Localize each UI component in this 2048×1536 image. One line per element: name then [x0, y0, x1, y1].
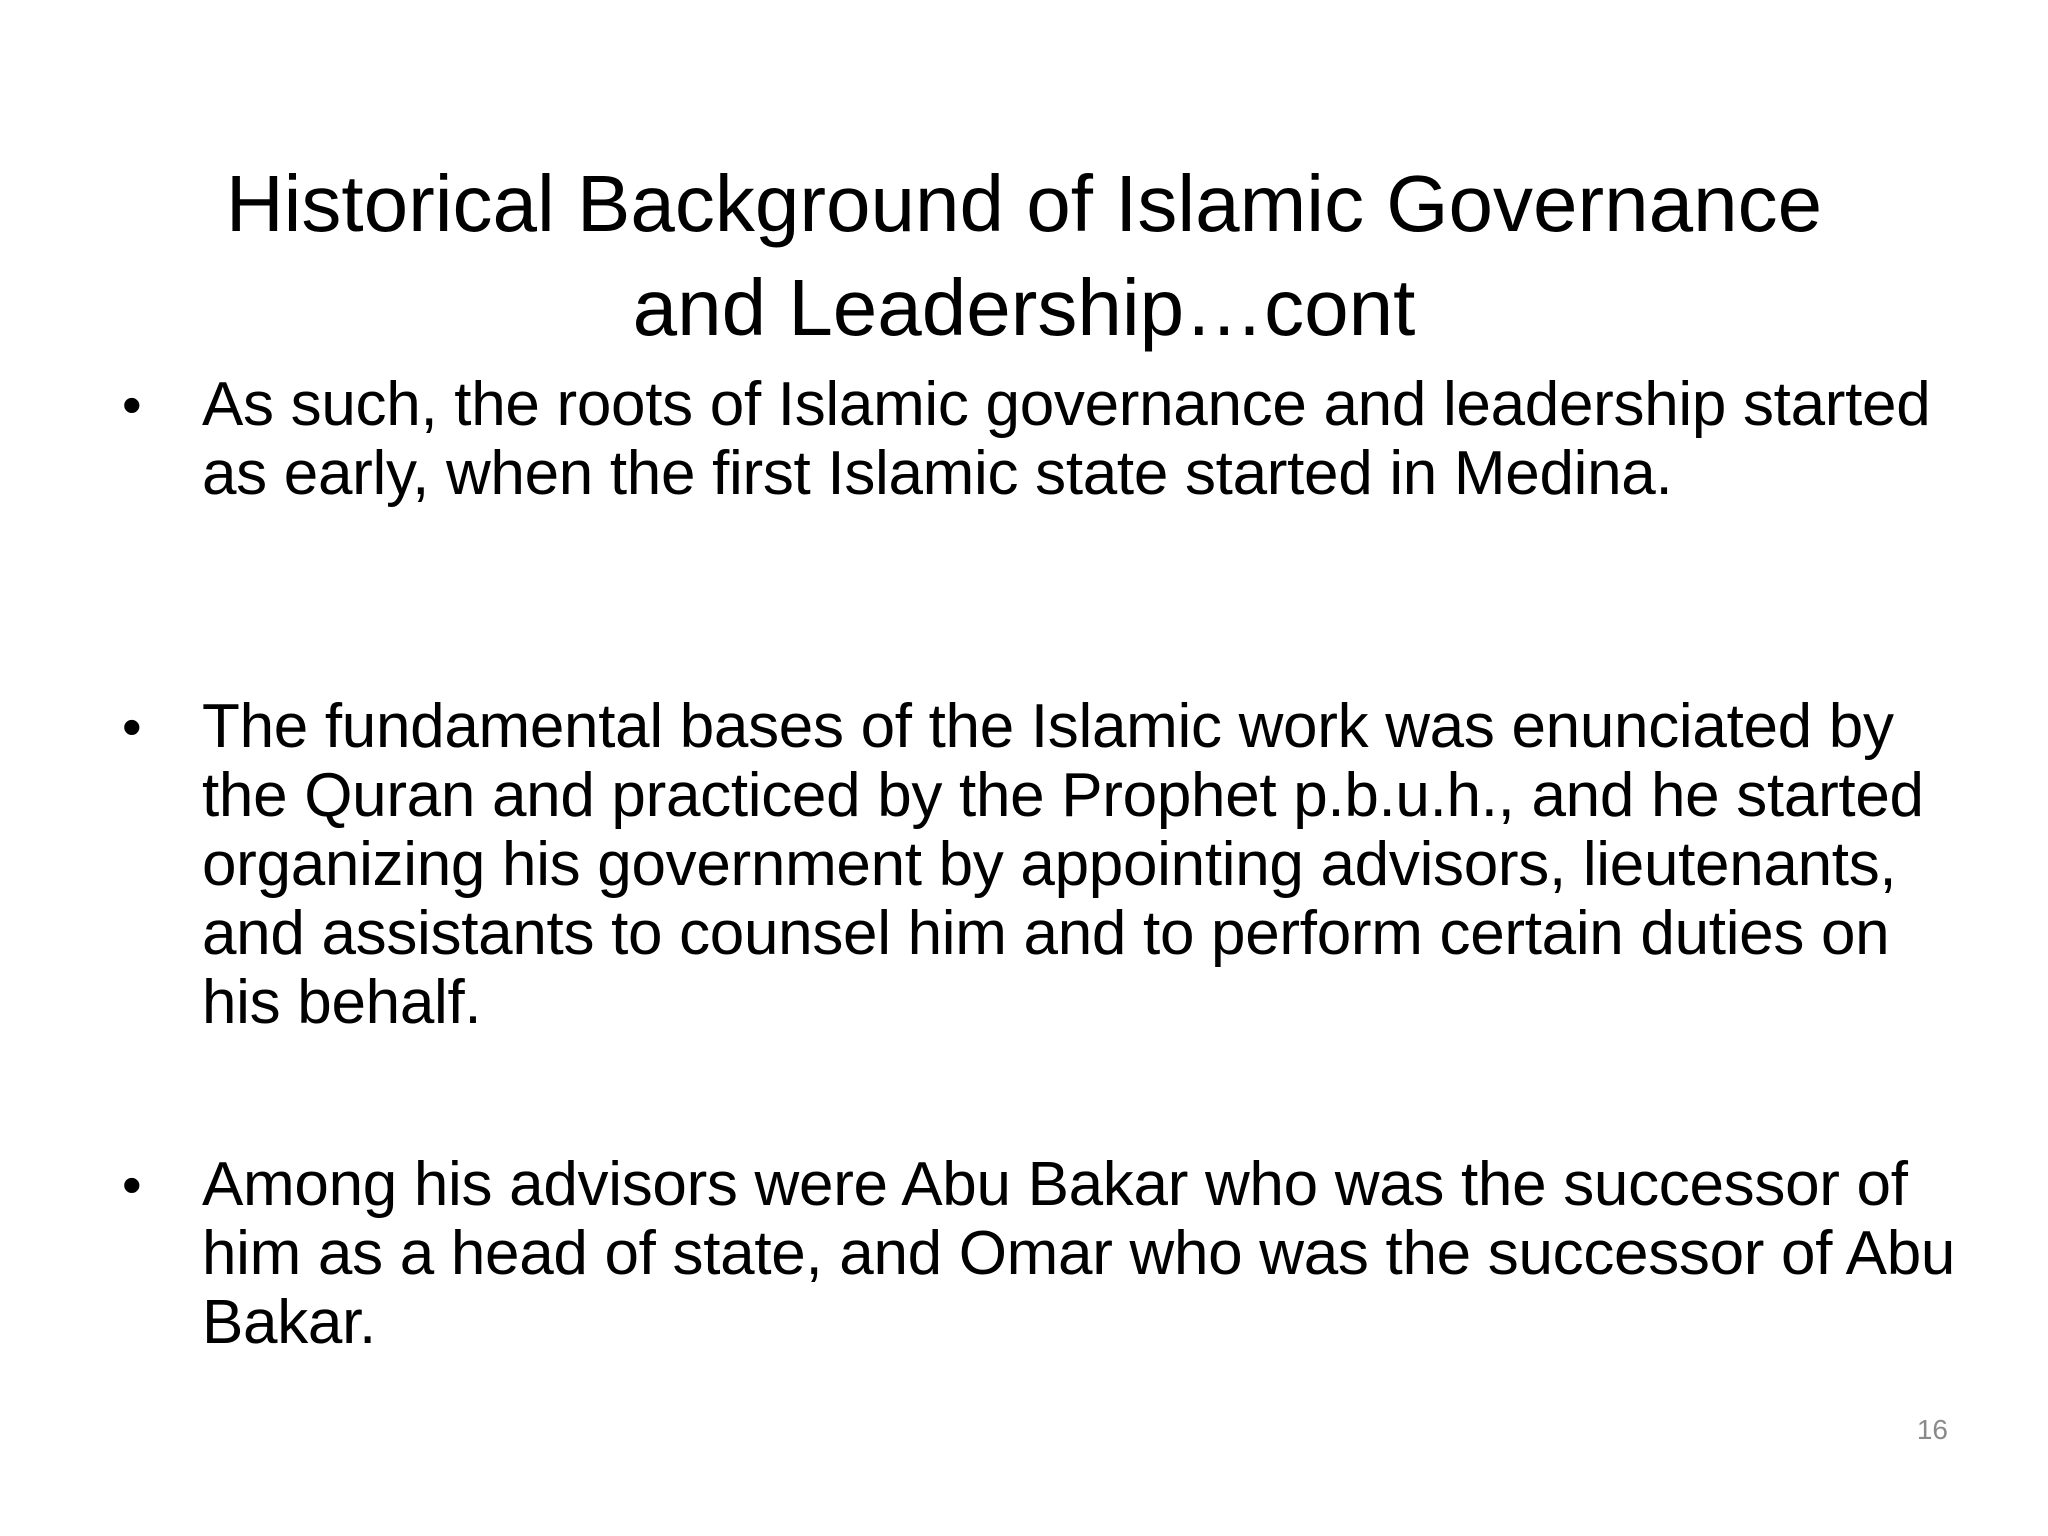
- bullet-text: The fundamental bases of the Islamic work was enunciated by the Quran and practiced by the Prophet p.b.u.h., and he started organizing his government by appointing advisors, lieutenants, and assistants to counsel him and to perform certain duties on his behalf.: [202, 692, 1924, 1037]
- page-number: 16: [1916, 1414, 1948, 1445]
- bullet-marker: •: [122, 1153, 142, 1216]
- slide-title-line-1: Historical Background of Islamic Governance: [225, 158, 1823, 248]
- bullet-marker: •: [122, 373, 142, 436]
- bullet-text: As such, the roots of Islamic governance and leadership started as early, when the first Islamic state started in Medina.: [202, 370, 1931, 508]
- bullet-marker: •: [122, 695, 142, 758]
- slide-title-line-2: and Leadership…cont: [632, 262, 1416, 352]
- bullet-text: Among his advisors were Abu Bakar who was the successor of him as a head of state, and Omar who was the successor of Abu Bakar.: [202, 1150, 1956, 1357]
